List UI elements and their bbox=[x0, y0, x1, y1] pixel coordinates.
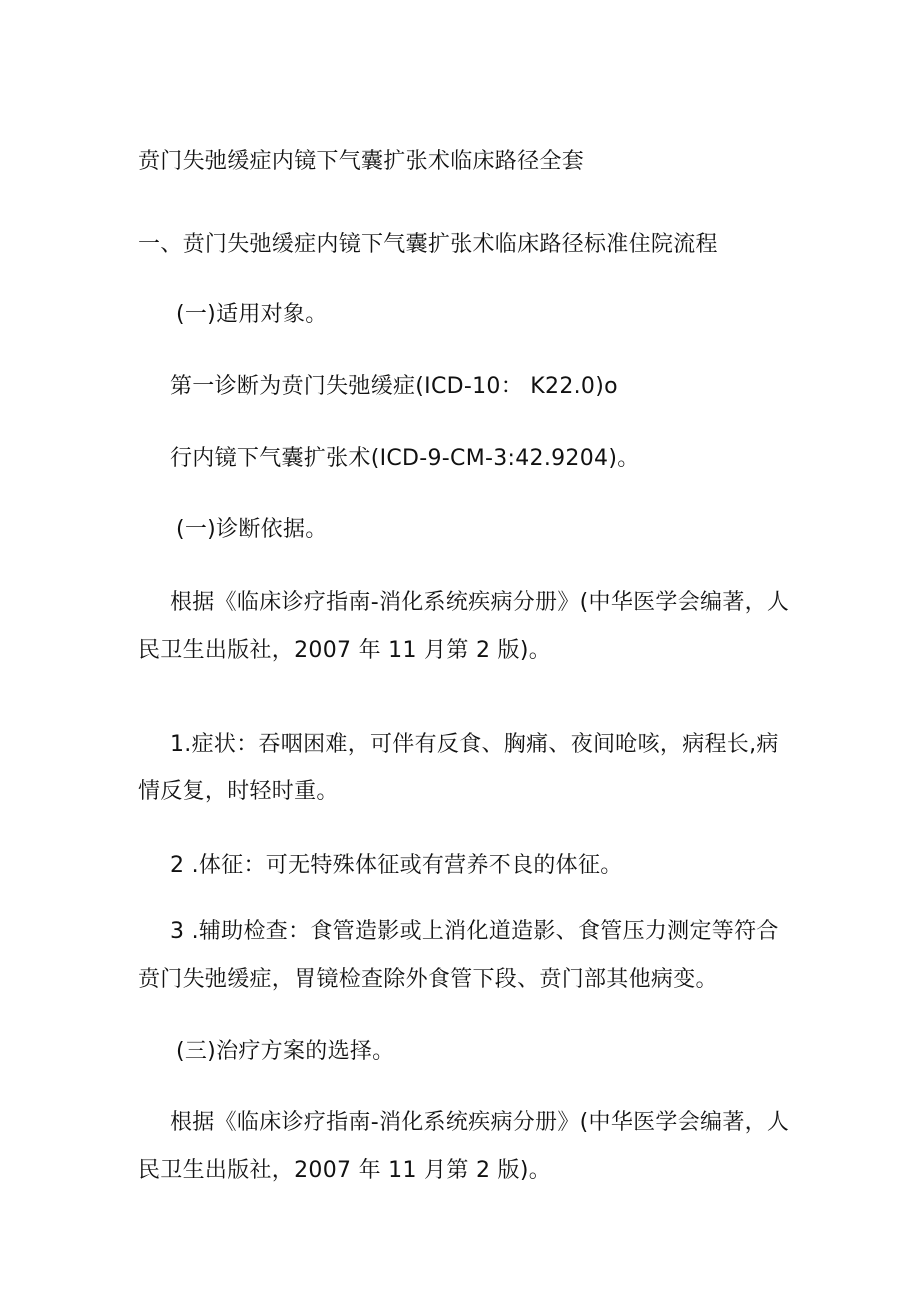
subsection-heading-applicable-subjects: (一)适用对象。 bbox=[176, 302, 328, 327]
document-title: 贲门失弛缓症内镜下气囊扩张术临床路径全套 bbox=[138, 149, 585, 174]
list-item-auxiliary-exams-line-2: 贲门失弛缓症，胃镜检查除外食管下段、贲门部其他病变。 bbox=[138, 967, 718, 992]
paragraph-procedure: 行内镜下气囊扩张术(ICD-9-CM-3:42.9204)。 bbox=[170, 446, 640, 471]
subsection-heading-treatment-plan: (三)治疗方案的选择。 bbox=[176, 1039, 395, 1064]
list-item-auxiliary-exams-line-1: 3 .辅助检查：食管造影或上消化道造影、食管压力测定等符合 bbox=[170, 919, 779, 944]
list-item-signs: 2 .体征：可无特殊体征或有营养不良的体征。 bbox=[170, 853, 623, 878]
paragraph-reference-2-line-1: 根据《临床诊疗指南-消化系统疾病分册》(中华医学会编著，人 bbox=[170, 1110, 790, 1135]
paragraph-reference-2-line-2: 民卫生出版社，2007 年 11 月第 2 版)。 bbox=[138, 1158, 552, 1183]
subsection-heading-diagnostic-basis: (一)诊断依据。 bbox=[176, 517, 328, 542]
paragraph-reference-line-2: 民卫生出版社，2007 年 11 月第 2 版)。 bbox=[138, 638, 552, 663]
list-item-symptoms-line-2: 情反复，时轻时重。 bbox=[138, 779, 339, 804]
paragraph-reference-line-1: 根据《临床诊疗指南-消化系统疾病分册》(中华医学会编著，人 bbox=[170, 590, 790, 615]
list-item-symptoms-line-1: 1.症状：吞咽困难，可伴有反食、胸痛、夜间呛咳，病程长,病 bbox=[170, 732, 779, 757]
section-heading: 一、贲门失弛缓症内镜下气囊扩张术临床路径标准住院流程 bbox=[138, 232, 718, 257]
paragraph-primary-diagnosis: 第一诊断为贲门失弛缓症(ICD-10： K22.0)o bbox=[170, 374, 618, 399]
